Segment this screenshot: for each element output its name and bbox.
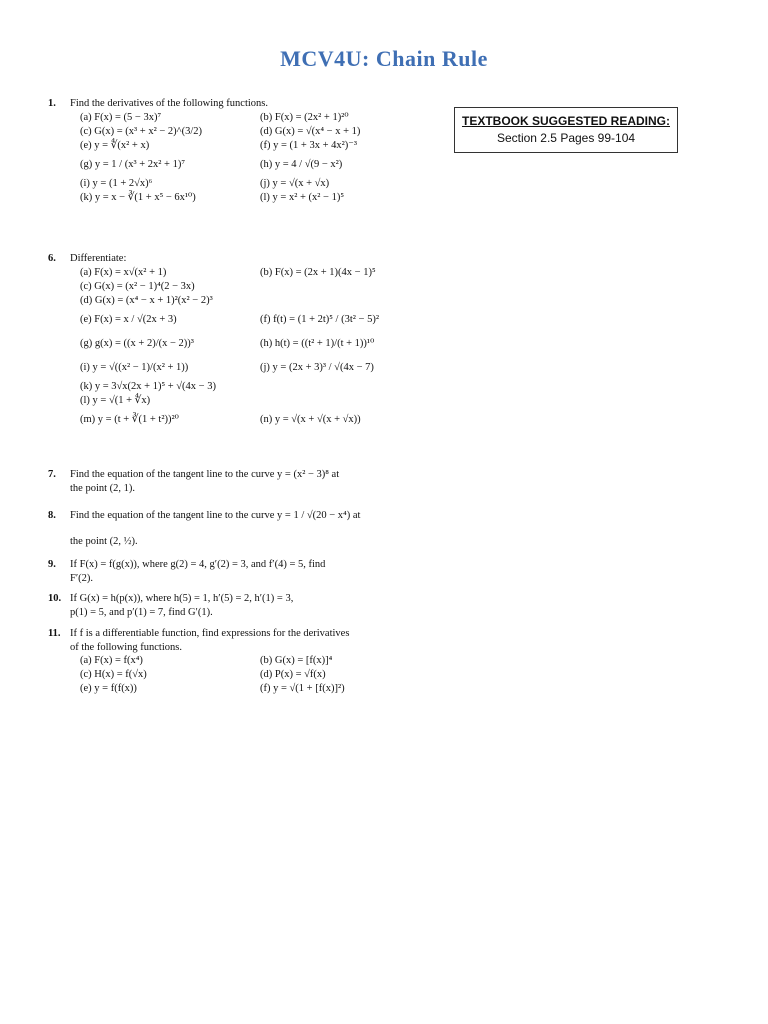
problem-number: 1. (48, 98, 56, 109)
part: (c) H(x) = f(√x) (80, 669, 147, 680)
suggested-reading-box (454, 107, 678, 153)
problem-7 (48, 468, 410, 495)
problem-text: Find the equation of the tangent line to the curve y = 1 / √(20 − x⁴) at (70, 510, 361, 521)
problem-6 (48, 252, 410, 430)
part: (l) y = √(1 + ∜x) (80, 394, 151, 406)
part: (m) y = (t + ∛(1 + t²))²⁰ (80, 413, 179, 425)
problem-number: 7. (48, 469, 56, 480)
part: (f) y = √(1 + [f(x)]²) (260, 683, 345, 694)
problem-text: p(1) = 5, and p′(1) = 7, find G′(1). (70, 606, 213, 618)
part: (h) y = 4 / √(9 − x²) (260, 158, 343, 170)
part: (a) F(x) = f(x⁴) (80, 655, 143, 666)
problem-text: F′(2). (70, 572, 94, 584)
part: (e) y = ∜(x² + x) (80, 139, 150, 151)
part: (j) y = √(x + √x) (260, 177, 330, 189)
problem-text: If G(x) = h(p(x)), where h(5) = 1, h′(5) = 2, h′(1) = 3, (70, 593, 294, 604)
part: (i) y = (1 + 2√x)⁶ (80, 177, 153, 189)
part: (b) G(x) = [f(x)]⁴ (260, 655, 333, 666)
part: (l) y = x² + (x² − 1)⁵ (260, 191, 344, 203)
problem-text: of the following functions. (70, 641, 182, 653)
problem-number: 6. (48, 253, 56, 264)
part: (d) G(x) = (x⁴ − x + 1)²(x² − 2)³ (80, 294, 213, 306)
problem-11 (48, 627, 410, 696)
problem-9 (48, 558, 410, 585)
part: (f) f(t) = (1 + 2t)⁵ / (3t² − 5)² (260, 313, 379, 325)
part: (k) y = 3√x(2x + 1)⁵ + √(4x − 3) (80, 380, 216, 392)
problem-text: the point (2, ½). (70, 535, 138, 547)
part: (d) P(x) = √f(x) (260, 669, 326, 680)
part: (n) y = √(x + √(x + √x)) (260, 413, 361, 425)
part: (e) y = f(f(x)) (80, 683, 137, 694)
problem-10 (48, 592, 410, 619)
problem-1-parts (80, 111, 410, 205)
part: (g) g(x) = ((x + 2)/(x − 2))³ (80, 337, 194, 349)
problem-number: 8. (48, 510, 56, 521)
part: (d) G(x) = √(x⁴ − x + 1) (260, 125, 361, 137)
reading-heading: TEXTBOOK SUGGESTED READING: (461, 114, 670, 128)
problem-6-parts (80, 266, 410, 430)
problem-text: If f is a differentiable function, find expressions for the derivatives (70, 628, 350, 639)
part: (g) y = 1 / (x³ + 2x² + 1)⁷ (80, 158, 185, 170)
part: (c) G(x) = (x² − 1)⁴(2 − 3x) (80, 280, 195, 292)
part: (h) h(t) = ((t² + 1)/(t + 1))¹⁰ (260, 337, 375, 349)
part: (j) y = (2x + 3)³ / √(4x − 7) (260, 361, 374, 373)
part: (a) F(x) = x√(x² + 1) (80, 266, 167, 278)
part: (k) y = x − ∛(1 + x⁵ − 6x¹⁰) (80, 191, 196, 203)
problem-number: 11. (48, 628, 61, 639)
problem-number: 9. (48, 559, 56, 570)
part: (b) F(x) = (2x + 1)(4x − 1)⁵ (260, 266, 376, 278)
problem-text: Find the equation of the tangent line to the curve y = (x² − 3)⁸ at (70, 469, 340, 480)
problem-1 (48, 97, 410, 205)
part: (f) y = (1 + 3x + 4x²)⁻³ (260, 139, 357, 151)
part: (a) F(x) = (5 − 3x)⁷ (80, 111, 162, 123)
part: (c) G(x) = (x³ + x² − 2)^(3/2) (80, 125, 202, 137)
page-title: MCV4U: Chain Rule (280, 46, 488, 71)
problem-text: If F(x) = f(g(x)), where g(2) = 4, g′(2) = 3, and f′(4) = 5, find (70, 559, 326, 570)
part: (e) F(x) = x / √(2x + 3) (80, 313, 177, 325)
problem-11-parts (80, 654, 410, 696)
problem-8 (48, 509, 410, 548)
problem-text: Differentiate: (70, 253, 127, 264)
problem-text: Find the derivatives of the following functions. (70, 98, 269, 109)
part: (i) y = √((x² − 1)/(x² + 1)) (80, 361, 189, 373)
reading-text: Section 2.5 Pages 99-104 (496, 131, 636, 145)
part: (b) F(x) = (2x² + 1)²⁰ (260, 111, 349, 123)
problem-number: 10. (48, 593, 62, 604)
problem-text: the point (2, 1). (70, 482, 136, 494)
